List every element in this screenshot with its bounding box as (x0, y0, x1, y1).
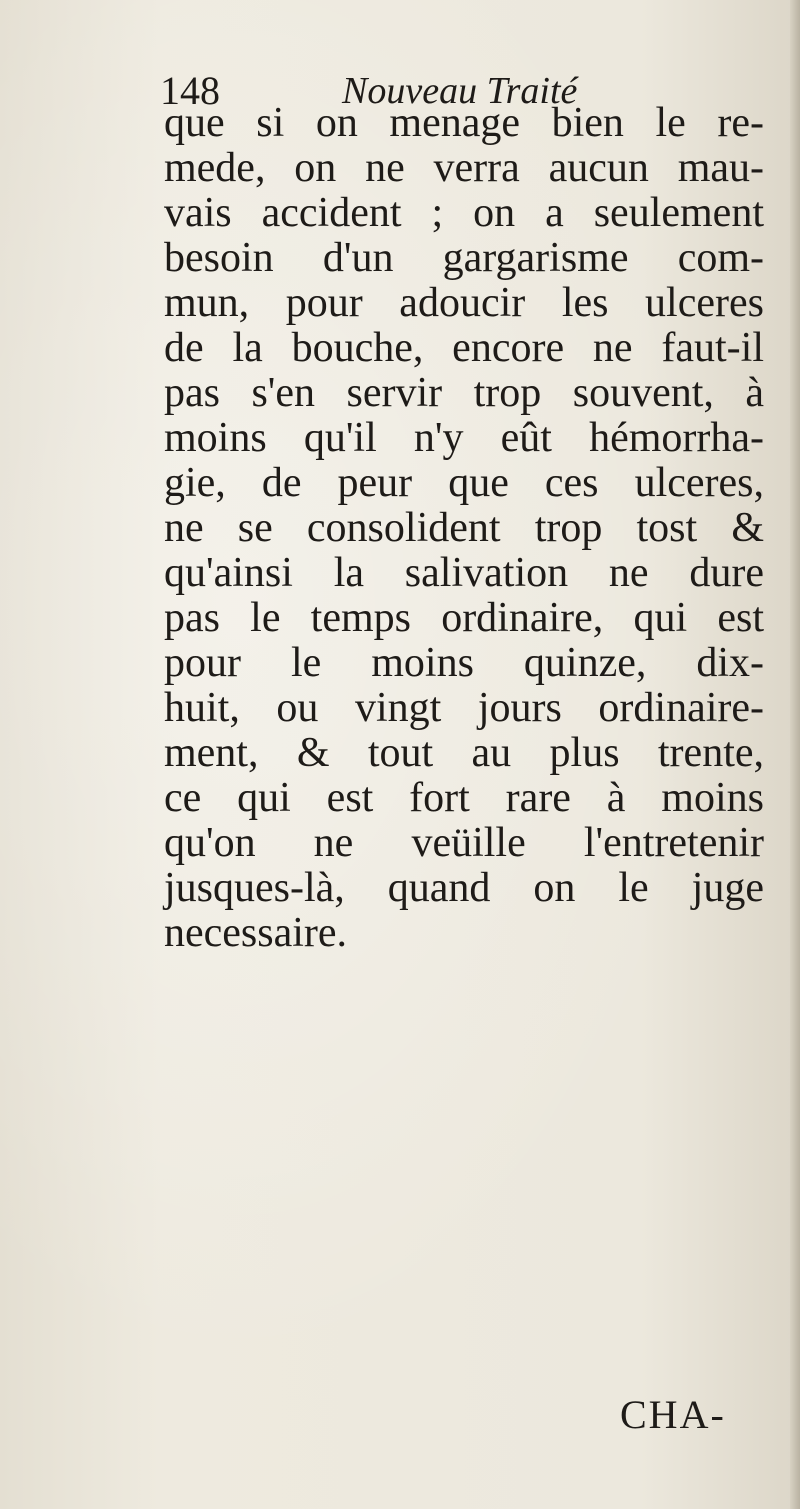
text-line: que si on menage bien le re- (164, 100, 764, 146)
text-line: moins qu'il n'y eût hémorrha- (164, 415, 764, 461)
text-line: jusques-là, quand on le juge (164, 865, 764, 911)
text-line: vais accident ; on a seulement (164, 190, 764, 236)
body-text (164, 101, 764, 956)
text-line: pour le moins quinze, dix- (164, 640, 764, 686)
text-line: ce qui est fort rare à moins (164, 775, 764, 821)
page-edge-shadow (790, 0, 800, 1509)
text-line: gie, de peur que ces ulceres, (164, 460, 764, 506)
catchword: CHA- (620, 1392, 726, 1437)
text-line: pas le temps ordinaire, qui est (164, 595, 764, 641)
text-line: ne se consolident trop tost & (164, 505, 764, 551)
page-number: 148 (160, 68, 220, 113)
text-line: mede, on ne verra aucun mau- (164, 145, 764, 191)
text-line: qu'on ne veüille l'entretenir (164, 820, 764, 866)
running-title: Nouveau Traité (342, 70, 578, 112)
text-line: besoin d'un gargarisme com- (164, 235, 764, 281)
text-line: huit, ou vingt jours ordinaire- (164, 685, 764, 731)
text-line: mun, pour adoucir les ulceres (164, 280, 764, 326)
text-line: qu'ainsi la salivation ne dure (164, 550, 764, 596)
text-line-last: necessaire. (164, 910, 348, 956)
text-line: pas s'en servir trop souvent, à (164, 370, 764, 416)
text-line: de la bouche, encore ne faut-il (164, 325, 764, 371)
text-line: ment, & tout au plus trente, (164, 730, 764, 776)
